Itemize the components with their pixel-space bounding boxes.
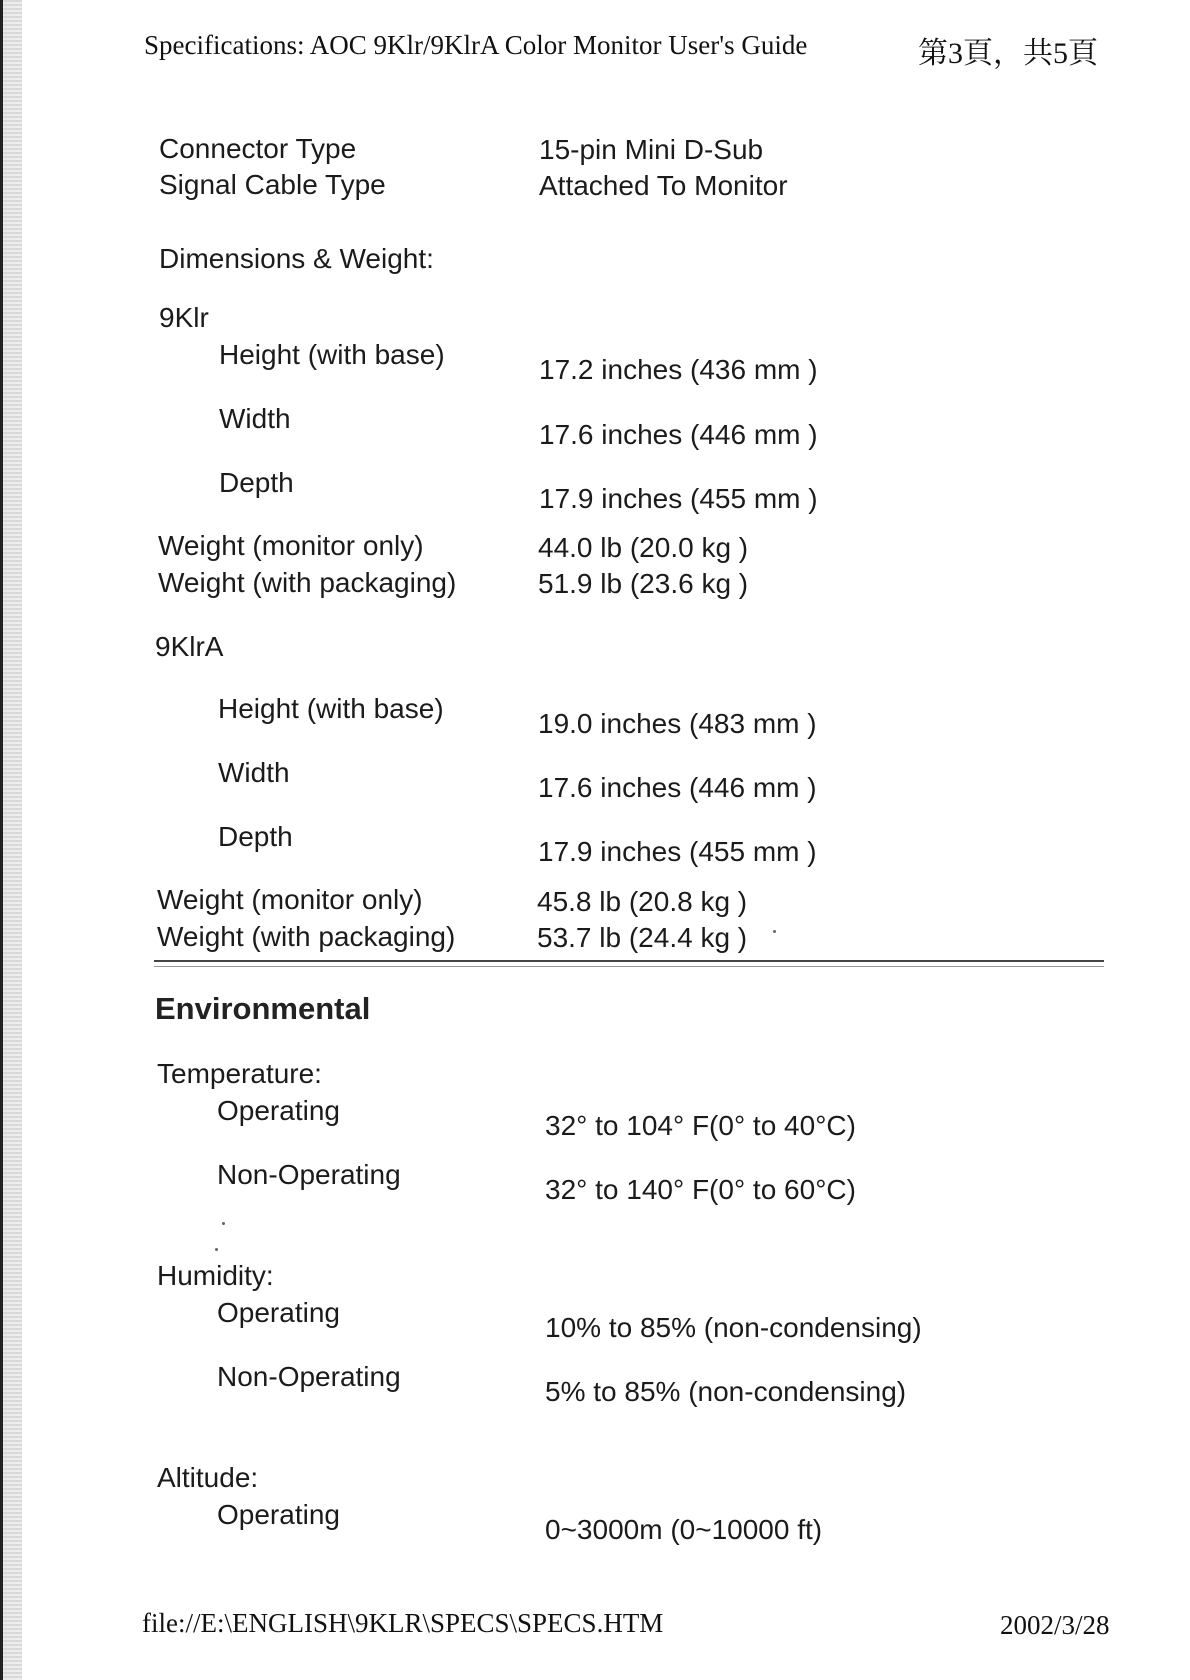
signal-cable-label: Signal Cable Type [159, 169, 386, 200]
humidity-label: Humidity: [157, 1260, 274, 1291]
page-number: 第3頁，共5頁 [918, 37, 1098, 70]
alt-operating-value: 0~3000m (0~10000 ft) [545, 1514, 823, 1545]
9klr-depth-label: Depth [219, 467, 294, 498]
9klra-height-label: Height (with base) [218, 693, 444, 724]
model-9klr-name: 9Klr [159, 302, 209, 333]
scan-speck [773, 930, 776, 933]
9klr-weight-packaging-value: 51.9 lb (23.6 kg ) [538, 568, 749, 599]
9klr-width-value: 17.6 inches (446 mm ) [539, 419, 818, 450]
9klr-height-value: 17.2 inches (436 mm ) [539, 354, 818, 385]
scan-speck [215, 1248, 218, 1251]
connector-type-value: 15-pin Mini D-Sub [539, 134, 764, 165]
temp-operating-label: Operating [217, 1095, 340, 1126]
page-header-title: Specifications: AOC 9Klr/9KlrA Color Monitor User's Guide [144, 30, 808, 60]
hum-nonoperating-value: 5% to 85% (non-condensing) [545, 1376, 907, 1407]
hum-operating-value: 10% to 85% (non-condensing) [545, 1312, 922, 1343]
9klr-height-label: Height (with base) [219, 339, 445, 370]
temperature-label: Temperature: [157, 1058, 322, 1089]
scan-edge [0, 0, 22, 1680]
footer-file-path: file://E:\ENGLISH\9KLR\SPECS\SPECS.HTM [142, 1608, 664, 1638]
9klra-weight-packaging-value: 53.7 lb (24.4 kg ) [537, 922, 748, 953]
temp-operating-value: 32° to 104° F(0° to 40°C) [545, 1110, 856, 1141]
footer-date: 2002/3/28 [1000, 1610, 1110, 1640]
hum-nonoperating-label: Non-Operating [217, 1361, 401, 1392]
connector-type-label: Connector Type [159, 133, 357, 164]
9klra-height-value: 19.0 inches (483 mm ) [538, 708, 817, 739]
scan-speck [222, 1222, 225, 1225]
altitude-label: Altitude: [157, 1462, 259, 1493]
9klra-weight-packaging-label: Weight (with packaging) [157, 921, 456, 952]
9klra-weight-monitor-label: Weight (monitor only) [157, 884, 423, 915]
9klr-weight-monitor-label: Weight (monitor only) [158, 530, 424, 561]
alt-operating-label: Operating [217, 1499, 340, 1530]
9klr-width-label: Width [219, 403, 291, 434]
dimensions-heading: Dimensions & Weight: [159, 243, 434, 274]
temp-nonoperating-value: 32° to 140° F(0° to 60°C) [545, 1174, 856, 1205]
section-divider [154, 960, 1104, 967]
9klra-depth-label: Depth [218, 821, 293, 852]
environmental-heading: Environmental [155, 991, 371, 1026]
9klra-width-label: Width [218, 757, 290, 788]
9klr-weight-packaging-label: Weight (with packaging) [158, 567, 457, 598]
9klra-width-value: 17.6 inches (446 mm ) [538, 772, 817, 803]
9klr-weight-monitor-value: 44.0 lb (20.0 kg ) [538, 532, 749, 563]
9klra-depth-value: 17.9 inches (455 mm ) [538, 836, 817, 867]
temp-nonoperating-label: Non-Operating [217, 1159, 401, 1190]
signal-cable-value: Attached To Monitor [539, 170, 788, 201]
hum-operating-label: Operating [217, 1297, 340, 1328]
model-9klra-name: 9KlrA [155, 631, 224, 662]
9klra-weight-monitor-value: 45.8 lb (20.8 kg ) [537, 886, 748, 917]
9klr-depth-value: 17.9 inches (455 mm ) [539, 483, 818, 514]
